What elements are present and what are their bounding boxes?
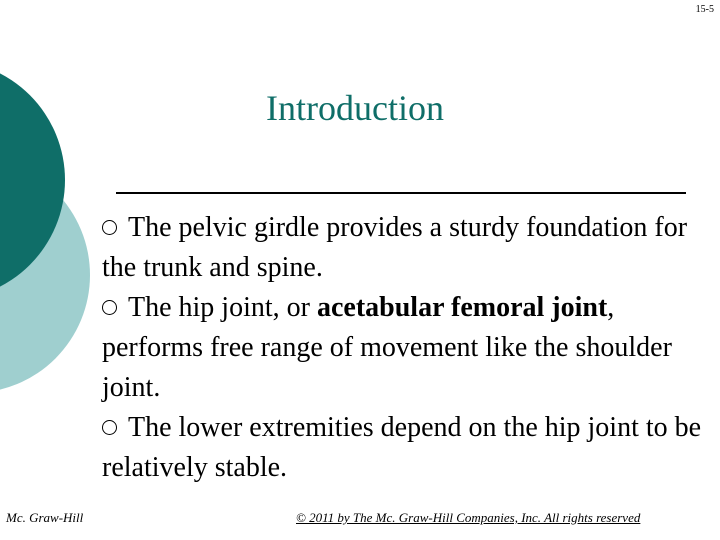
footer-publisher: Mc. Graw-Hill: [6, 510, 84, 525]
bullet-item: [102, 408, 702, 488]
bullet-text: The hip joint, or: [128, 292, 317, 323]
title-underline: [116, 192, 686, 194]
bullet-text: The lower extremities depend on the hip joint to be relatively stable.: [102, 412, 702, 483]
bullet-item: [102, 208, 702, 288]
hollow-circle-bullet-icon: [102, 420, 117, 435]
bullet-bold-term: acetabular femoral joint: [316, 292, 608, 323]
bullet-text-end: , performs free range of movement like the shoulder joint.: [102, 292, 672, 403]
footer-copyright: © 2011 by The Mc. Graw-Hill Companies, Inc. All rights reserved: [296, 510, 641, 525]
bullet-item: [102, 288, 702, 408]
bullet-list: [102, 208, 702, 488]
bullet-text: The pelvic girdle provides a sturdy foundation for the trunk and spine.: [102, 212, 688, 283]
hollow-circle-bullet-icon: [102, 220, 117, 235]
slide-number: 15-5: [695, 4, 714, 15]
hollow-circle-bullet-icon: [102, 300, 117, 315]
slide-title: Introduction: [266, 88, 444, 128]
